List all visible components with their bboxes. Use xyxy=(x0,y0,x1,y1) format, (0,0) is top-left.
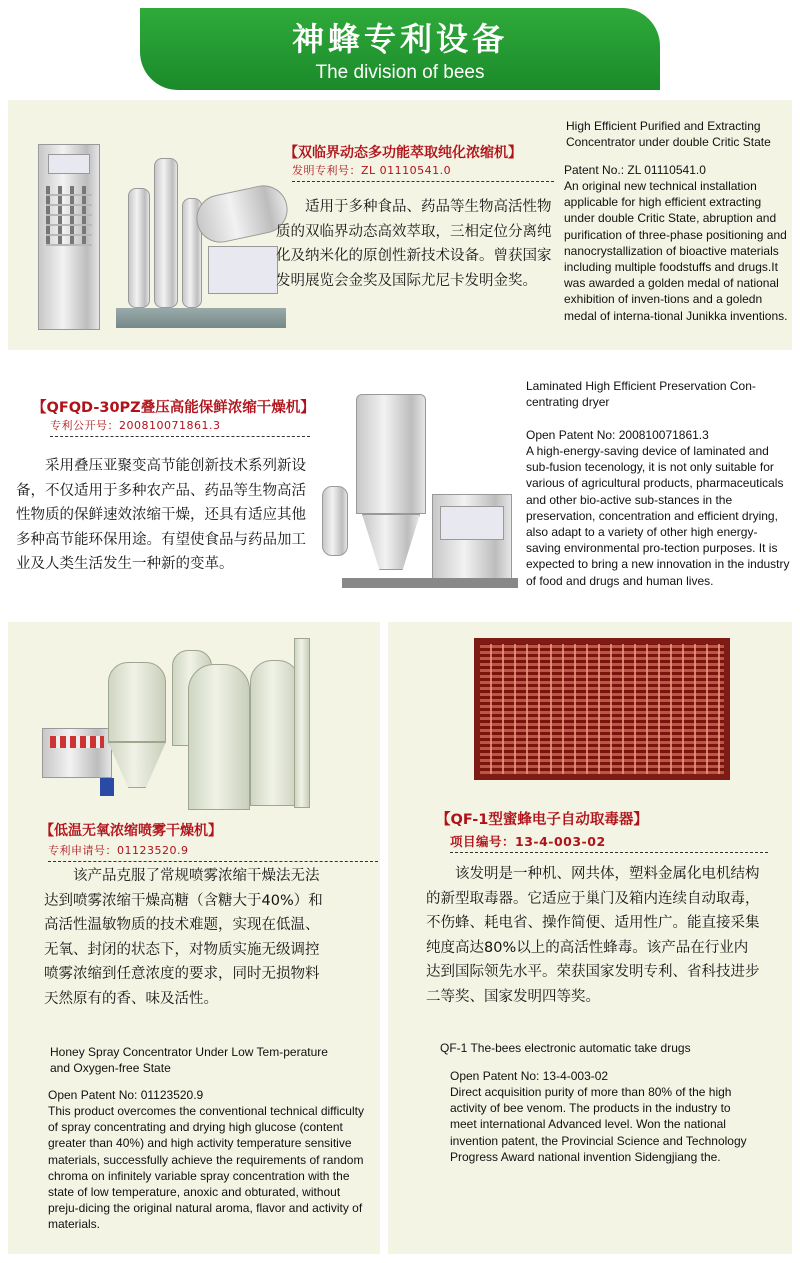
product-description-cn: 该产品克服了常规喷雾浓缩干燥法无法达到喷雾浓缩干燥高糖（含糖大于40%）和高活性温敏物质的技术难题，实现在低温、无氧、封闭的状态下，对物质实施无级调控喷雾浓缩到任意浓度的要求，同时无损物料天然原有的香、味及活性。 xyxy=(44,868,323,1007)
product-title-en: Honey Spray Concentrator Under Low Tem-perature and Oxygen-free State xyxy=(50,1045,328,1075)
extraction-concentrator-image xyxy=(36,138,298,338)
product-panel-venom-collector xyxy=(388,622,792,1254)
patent-number-cn: 项目编号：13-4-003-02 xyxy=(450,834,606,849)
banner-title-en: The division of bees xyxy=(315,62,485,83)
laminated-dryer-image xyxy=(312,390,522,606)
product-description-en: Direct acquisition purity of more than 80% of the high activity of bee venom. The products in the industry to meet international Advanced level. Won the national invention patent, the Provincial Science and Technology Progress Award national invention Sidengjiang the. xyxy=(450,1085,747,1164)
product-description-cn: 该发明是一种机、网共体，塑料金属化电机结构的新型取毒器。它适应于巢门及箱内连续自动取毒，不伤蜂、耗电省、操作简便、适用性广。能直接采集纯度高达80%以上的高活性蜂毒。该产品在行业内达到国际领先水平。荣获国家发明专利、省科技进步二等奖、国家发明四等奖。 xyxy=(426,866,760,1005)
patent-number-cn: 专利公开号：200810071861.3 xyxy=(50,417,310,437)
product-description-cn: 采用叠压亚聚变高节能创新技术系列新设备，不仅适用于多种农产品、药品等生物高活性物质的保鲜速效浓缩干燥，还具有适应其他多种高节能环保用途。有望使食品与药品加工业及人类生活发生一种新的变革。 xyxy=(16,458,306,572)
product-title-cn: 【QF-1型蜜蜂电子自动取毒器】 xyxy=(436,812,648,828)
product-description-en: An original new technical installation applicable for high efficient extracting under double Critic State, abruption and purification of three-phase positioning and nanocrystallization of bioactive materials including multiple foodstuffs and drugs.It was awarded a golden medal of national exhibition of inven-tions and a goledn medal of interna-tional Junikka inventions. xyxy=(564,179,788,323)
patent-number-cn: 专利申请号：01123520.9 xyxy=(48,842,378,862)
product-title-cn: 【双临界动态多功能萃取纯化浓缩机】 xyxy=(284,145,522,161)
product-title-en: High Efficient Purified and Extracting Concentrator under double Critic State xyxy=(566,119,771,149)
product-title-en: Laminated High Efficient Preservation Con-centrating dryer xyxy=(526,379,756,409)
patent-number-en: Open Patent No: 01123520.9 xyxy=(48,1088,204,1102)
product-description-en: A high-energy-saving device of laminated and sub-fusion tecenology, it is not only suitable for various of agricultural products, pharmaceuticals and other bio-active sub-stances in the preservation, concentration and efficient drying, also adapt to a variety of other high energy-saving environmental pro-tection purposes. It is expected to bring a new innovation in the industry of food and drugs and human lives. xyxy=(526,444,790,588)
product-panel-laminated-dryer xyxy=(8,372,792,616)
patent-number-en: Open Patent No: 200810071861.3 xyxy=(526,428,709,442)
divider xyxy=(450,852,768,853)
header-banner xyxy=(140,8,660,90)
banner-title-cn: 神蜂专利设备 xyxy=(291,20,508,58)
product-panel-spray-dryer xyxy=(8,622,380,1254)
product-title-cn: 【QFQD-30PZ叠压高能保鲜浓缩干燥机】 xyxy=(32,400,315,416)
spray-dryer-image xyxy=(36,632,322,810)
product-description-en: This product overcomes the conventional technical difficulty of spray concentrating and drying high glucose (content greater than 40%) and high activity temperature sensitive materials, successfully achieve the requirements of random chroma on infinitely variable spray concentration with the state of low temperature, anoxic and obturated, without preju-dicing the original natural aroma, flavor and activity of materials. xyxy=(48,1104,364,1232)
bee-venom-collector-image xyxy=(474,638,730,780)
product-description-cn: 适用于多种食品、药品等生物高活性物质的双临界动态高效萃取，三相定位分离纯化及纳米化的原创性新技术设备。曾获国家发明展览会金奖及国际尤尼卡发明金奖。 xyxy=(276,199,552,289)
patent-number-en: Open Patent No: 13-4-003-02 xyxy=(450,1069,609,1083)
product-panel-extraction-concentrator xyxy=(8,100,792,350)
patent-number-en: Patent No.: ZL 01110541.0 xyxy=(564,163,706,177)
patent-number-cn: 发明专利号：ZL 01110541.0 xyxy=(292,162,554,182)
product-title-en: QF-1 The-bees electronic automatic take drugs xyxy=(440,1041,691,1055)
product-title-cn: 【低温无氧浓缩喷雾干燥机】 xyxy=(40,823,222,839)
